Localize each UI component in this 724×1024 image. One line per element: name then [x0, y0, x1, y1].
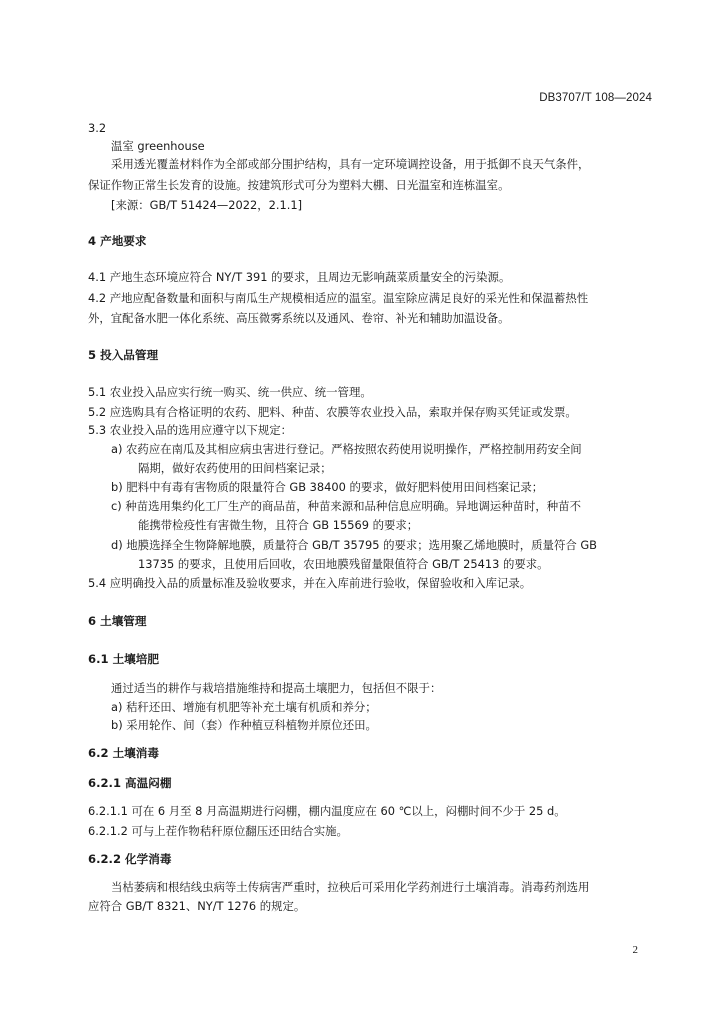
clause-5-3: 5.3 农业投入品的选用应遵守以下规定： — [88, 423, 292, 437]
section-heading-6: 6 土壤管理 — [88, 614, 147, 628]
paragraph: 通过适当的耕作与栽培措施维持和提高土壤肥力，包括但不限于： — [111, 681, 442, 695]
clause-4-2-continued: 外，宜配备水肥一体化系统、高压微雾系统以及通风、卷帘、补光和辅助加温设备。 — [88, 311, 510, 325]
clause-4-2: 4.2 产地应配备数量和面积与南瓜生产规模相适应的温室。温室除应满足良好的采光性和保温蓄热性 — [88, 291, 589, 305]
clause-5-2: 5.2 应选购具有合格证明的农药、肥料、种苗、农膜等农业投入品，索取并保存购买凭证或发票。 — [88, 405, 577, 419]
clause-5-1: 5.1 农业投入品应实行统一购买、统一供应、统一管理。 — [88, 385, 372, 399]
clause-5-4: 5.4 应明确投入品的质量标准及验收要求，并在入库前进行验收，保留验收和入库记录。 — [88, 576, 532, 590]
list-item-b: b) 采用轮作、间（套）作种植豆科植物并原位还田。 — [111, 718, 377, 732]
term-source: [来源：GB/T 51424—2022，2.1.1] — [111, 198, 303, 212]
term-title: 温室 greenhouse — [111, 139, 205, 153]
clause-6-2-1-2: 6.2.1.2 可与上茬作物秸秆原位翻压还田结合实施。 — [88, 824, 348, 838]
clause-4-1: 4.1 产地生态环境应符合 NY/T 391 的要求，且周边无影响蔬菜质量安全的污染源。 — [88, 270, 511, 284]
clause-6-2-1-1: 6.2.1.1 可在 6 月至 8 月高温期进行闷棚，棚内温度应在 60 ℃以上，闷棚时间不少于 25 d。 — [88, 804, 566, 818]
subsection-heading-6-2-2: 6.2.2 化学消毒 — [88, 852, 172, 866]
list-item-d: d) 地膜选择全生物降解地膜，质量符合 GB/T 35795 的要求；选用聚乙烯地膜时，质量符合 GB — [111, 538, 597, 552]
paragraph: 当枯萎病和根结线虫病等土传病害严重时，拉秧后可采用化学药剂进行土壤消毒。消毒药剂选用 — [111, 880, 590, 894]
subsection-heading-6-2-1: 6.2.1 高温闷棚 — [88, 776, 172, 790]
paragraph-continued: 应符合 GB/T 8321、NY/T 1276 的规定。 — [88, 899, 306, 913]
subsection-heading-6-2: 6.2 土壤消毒 — [88, 746, 159, 760]
section-heading-5: 5 投入品管理 — [88, 348, 159, 362]
list-item-a-continued: 隔期，做好农药使用的田间档案记录； — [138, 461, 332, 475]
term-definition-line: 保证作物正常生长发育的设施。按建筑形式可分为塑料大棚、日光温室和连栋温室。 — [88, 178, 510, 192]
subsection-heading-6-1: 6.1 土壤培肥 — [88, 652, 159, 666]
page-number: 2 — [632, 944, 638, 956]
list-item-a: a) 农药应在南瓜及其相应病虫害进行登记。严格按照农药使用说明操作，严格控制用药安全间 — [111, 442, 582, 456]
term-definition-line: 采用透光覆盖材料作为全部或部分围护结构，具有一定环境调控设备，用于抵御不良天气条件， — [111, 157, 590, 171]
list-item-c: c) 种苗选用集约化工厂生产的商品苗，种苗来源和品种信息应明确。异地调运种苗时，种苗不 — [111, 499, 581, 513]
list-item-a: a) 秸秆还田、增施有机肥等补充土壤有机质和养分； — [111, 700, 377, 714]
term-number: 3.2 — [88, 121, 107, 135]
list-item-c-continued: 能携带检疫性有害微生物，且符合 GB 15569 的要求； — [138, 518, 419, 532]
section-heading-4: 4 产地要求 — [88, 234, 147, 248]
list-item-d-continued: 13735 的要求，且使用后回收，农田地膜残留量限值符合 GB/T 25413 的要求。 — [138, 557, 549, 571]
page-header-doc-code: DB3707/T 108—2024 — [539, 92, 652, 104]
list-item-b: b) 肥料中有毒有害物质的限量符合 GB 38400 的要求，做好肥料使用田间档案记录； — [111, 480, 544, 494]
